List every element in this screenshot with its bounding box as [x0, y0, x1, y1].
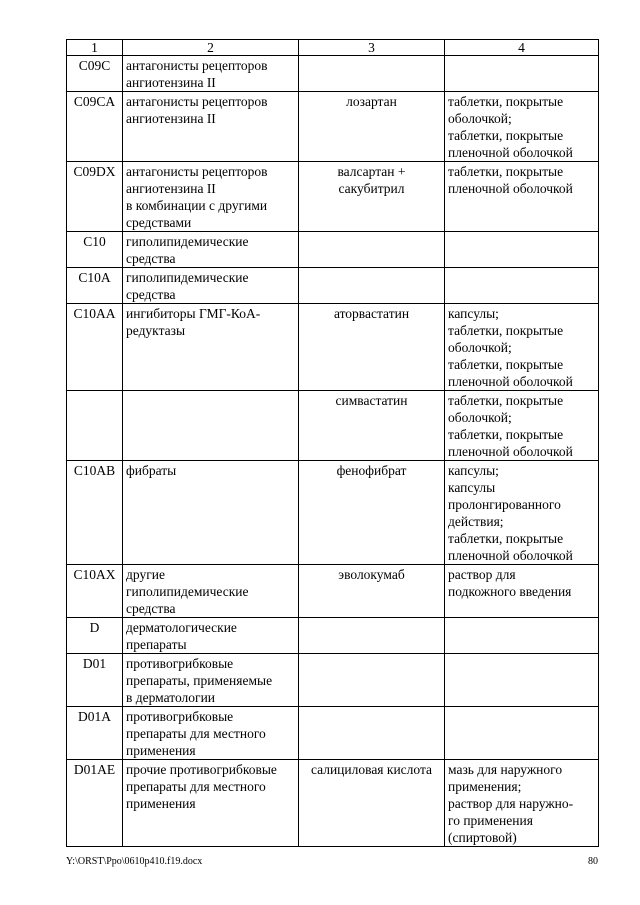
header-col-4: 4: [445, 40, 599, 56]
group-name-cell: [123, 92, 299, 162]
substance-cell: валсартан + сакубитрил: [299, 162, 445, 232]
header-col-2: 2: [123, 40, 299, 56]
group-name-cell: [123, 618, 299, 654]
dosage-form-line: таблетки, покрытые: [448, 531, 564, 546]
dosage-form-cell: [445, 760, 599, 847]
dosage-form-cell: [445, 162, 599, 232]
dosage-form-line: пролонгированного: [448, 497, 561, 512]
dosage-form-line: пленочной оболочкой: [448, 444, 573, 459]
dosage-form-line: таблетки, покрытые: [448, 393, 564, 408]
atc-code-cell: C09CA: [67, 92, 123, 162]
group-name-line: ангиотензина II: [126, 75, 216, 90]
group-name-line: дерматологические: [126, 620, 237, 635]
dosage-form-line: капсулы;: [448, 463, 499, 478]
substance-cell: аторвастатин: [299, 304, 445, 391]
table-row: [67, 56, 599, 92]
group-name-line: прочие противогрибковые: [126, 762, 277, 777]
atc-code-cell: C10AB: [67, 461, 123, 565]
dosage-form-cell: [445, 268, 599, 304]
dosage-form-line: (спиртовой): [448, 830, 517, 845]
group-name-line: ангиотензина II: [126, 111, 216, 126]
dosage-form-line: оболочкой;: [448, 410, 512, 425]
group-name-line: гиполипидемические: [126, 584, 249, 599]
group-name-line: противогрибковые: [126, 709, 234, 724]
group-name-line: редуктазы: [126, 323, 186, 338]
atc-code-cell: C09C: [67, 56, 123, 92]
table-row: [67, 232, 599, 268]
substance-cell: эволокумаб: [299, 565, 445, 618]
table-row: [67, 92, 599, 162]
dosage-form-cell: [445, 92, 599, 162]
group-name-cell: [123, 654, 299, 707]
dosage-form-line: оболочкой;: [448, 340, 512, 355]
group-name-line: фибраты: [126, 463, 177, 478]
dosage-form-cell: [445, 707, 599, 760]
medication-table: [66, 39, 599, 847]
table-body: [67, 40, 599, 847]
group-name-line: гиполипидемические: [126, 234, 249, 249]
atc-code-cell: C10AA: [67, 304, 123, 391]
substance-cell: [299, 56, 445, 92]
table-row: [67, 654, 599, 707]
group-name-line: средствами: [126, 215, 192, 230]
group-name-cell: [123, 565, 299, 618]
table-row: [67, 304, 599, 391]
substance-cell: салициловая кислота: [299, 760, 445, 847]
group-name-line: препараты для местного: [126, 779, 266, 794]
dosage-form-line: го применения: [448, 813, 533, 828]
table-row: [67, 707, 599, 760]
group-name-cell: [123, 56, 299, 92]
dosage-form-line: таблетки, покрытые: [448, 128, 564, 143]
atc-code-cell: C09DX: [67, 162, 123, 232]
dosage-form-line: таблетки, покрытые: [448, 323, 564, 338]
group-name-cell: [123, 391, 299, 461]
dosage-form-line: мазь для наружного: [448, 762, 563, 777]
dosage-form-line: действия;: [448, 514, 504, 529]
group-name-line: применения: [126, 796, 196, 811]
group-name-line: антагонисты рецепторов: [126, 58, 268, 73]
footer-page-number: 80: [588, 856, 598, 867]
dosage-form-line: таблетки, покрытые: [448, 427, 564, 442]
footer-file-path: Y:\ORST\Ppo\0610p410.f19.docx: [66, 856, 203, 867]
substance-cell: фенофибрат: [299, 461, 445, 565]
dosage-form-line: таблетки, покрытые: [448, 94, 564, 109]
dosage-form-line: таблетки, покрытые: [448, 164, 564, 179]
atc-code-cell: [67, 391, 123, 461]
table-row: [67, 268, 599, 304]
group-name-cell: [123, 304, 299, 391]
dosage-form-cell: [445, 304, 599, 391]
group-name-line: гиполипидемические: [126, 270, 249, 285]
substance-cell: [299, 232, 445, 268]
dosage-form-line: пленочной оболочкой: [448, 374, 573, 389]
group-name-line: ангиотензина II: [126, 181, 216, 196]
dosage-form-line: пленочной оболочкой: [448, 548, 573, 563]
group-name-line: ингибиторы ГМГ-КоА-: [126, 306, 261, 321]
header-col-1: 1: [67, 40, 123, 56]
table-row: [67, 461, 599, 565]
group-name-cell: [123, 232, 299, 268]
table-row: [67, 391, 599, 461]
group-name-cell: [123, 461, 299, 565]
dosage-form-line: подкожного введения: [448, 584, 572, 599]
group-name-line: другие: [126, 567, 165, 582]
group-name-cell: [123, 760, 299, 847]
table-row: [67, 760, 599, 847]
dosage-form-line: капсулы: [448, 480, 496, 495]
dosage-form-line: таблетки, покрытые: [448, 357, 564, 372]
group-name-line: средства: [126, 601, 176, 616]
group-name-line: антагонисты рецепторов: [126, 164, 268, 179]
group-name-line: антагонисты рецепторов: [126, 94, 268, 109]
atc-code-cell: C10: [67, 232, 123, 268]
dosage-form-line: пленочной оболочкой: [448, 181, 573, 196]
dosage-form-cell: [445, 565, 599, 618]
dosage-form-cell: [445, 461, 599, 565]
group-name-line: применения: [126, 743, 196, 758]
substance-cell: [299, 707, 445, 760]
group-name-line: в дерматологии: [126, 690, 216, 705]
substance-cell: [299, 618, 445, 654]
dosage-form-cell: [445, 232, 599, 268]
atc-code-cell: D01AE: [67, 760, 123, 847]
dosage-form-line: раствор для: [448, 567, 516, 582]
atc-code-cell: D01A: [67, 707, 123, 760]
header-col-3: 3: [299, 40, 445, 56]
group-name-line: препараты, применяемые: [126, 673, 273, 688]
substance-cell: [299, 654, 445, 707]
dosage-form-cell: [445, 618, 599, 654]
substance-cell: [299, 268, 445, 304]
atc-code-cell: D: [67, 618, 123, 654]
group-name-line: препараты для местного: [126, 726, 266, 741]
substance-cell: лозартан: [299, 92, 445, 162]
group-name-cell: [123, 268, 299, 304]
dosage-form-cell: [445, 654, 599, 707]
group-name-cell: [123, 162, 299, 232]
dosage-form-line: оболочкой;: [448, 111, 512, 126]
atc-code-cell: D01: [67, 654, 123, 707]
table-row: [67, 162, 599, 232]
group-name-line: средства: [126, 251, 176, 266]
dosage-form-line: применения;: [448, 779, 522, 794]
atc-code-cell: C10AX: [67, 565, 123, 618]
dosage-form-line: раствор для наружно-: [448, 796, 574, 811]
dosage-form-line: пленочной оболочкой: [448, 145, 573, 160]
dosage-form-cell: [445, 391, 599, 461]
group-name-line: препараты: [126, 637, 187, 652]
atc-code-cell: C10A: [67, 268, 123, 304]
group-name-line: противогрибковые: [126, 656, 234, 671]
table-row: [67, 618, 599, 654]
table-row: [67, 565, 599, 618]
dosage-form-cell: [445, 56, 599, 92]
substance-cell: симвастатин: [299, 391, 445, 461]
group-name-line: в комбинации с другими: [126, 198, 268, 213]
table-header-row: [67, 40, 599, 56]
dosage-form-line: капсулы;: [448, 306, 499, 321]
group-name-line: средства: [126, 287, 176, 302]
group-name-cell: [123, 707, 299, 760]
